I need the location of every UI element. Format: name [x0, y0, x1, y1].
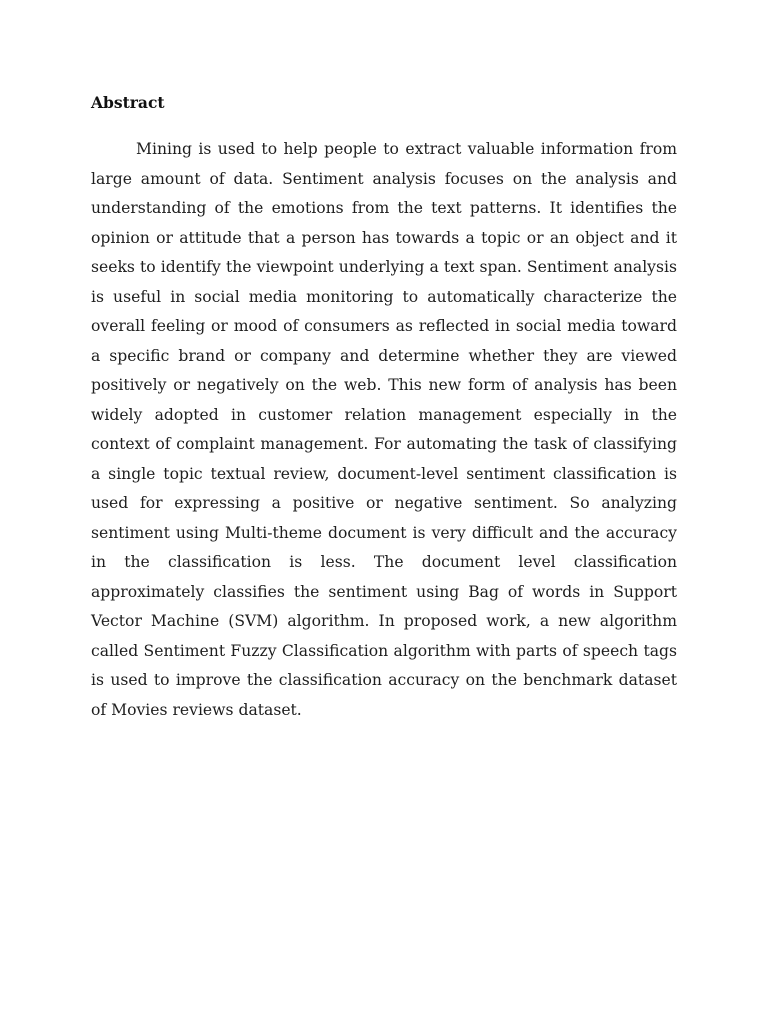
document-page	[91, 92, 677, 725]
abstract-heading: Abstract	[91, 93, 165, 112]
abstract-paragraph: Mining is used to help people to extract valuable information from large amount of data. Sentiment analysis focuses on the analysis and understanding of the emotions from the text patterns. It identifies the opinion or attitude that a person has towards a topic or an object and it seeks to identify the viewpoint underlying a text span. Sentiment analysis is useful in social media monitoring to automatically characterize the overall feeling or mood of consumers as reflected in social media toward a specific brand or company and determine whether they are viewed positively or negatively on the web. This new form of analysis has been widely adopted in customer relation management especially in the context of complaint management. For automating the task of classifying a single topic textual review, document-level sentiment classification is used for expressing a positive or negative sentiment. So analyzing sentiment using Multi-theme document is very difficult and the accuracy in the classification is less. The document level classification approximately classifies the sentiment using Bag of words in Support Vector Machine (SVM) algorithm. In proposed work, a new algorithm called Sentiment Fuzzy Classification algorithm with parts of speech tags is used to improve the classification accuracy on the benchmark dataset of Movies reviews dataset.	[91, 140, 677, 719]
